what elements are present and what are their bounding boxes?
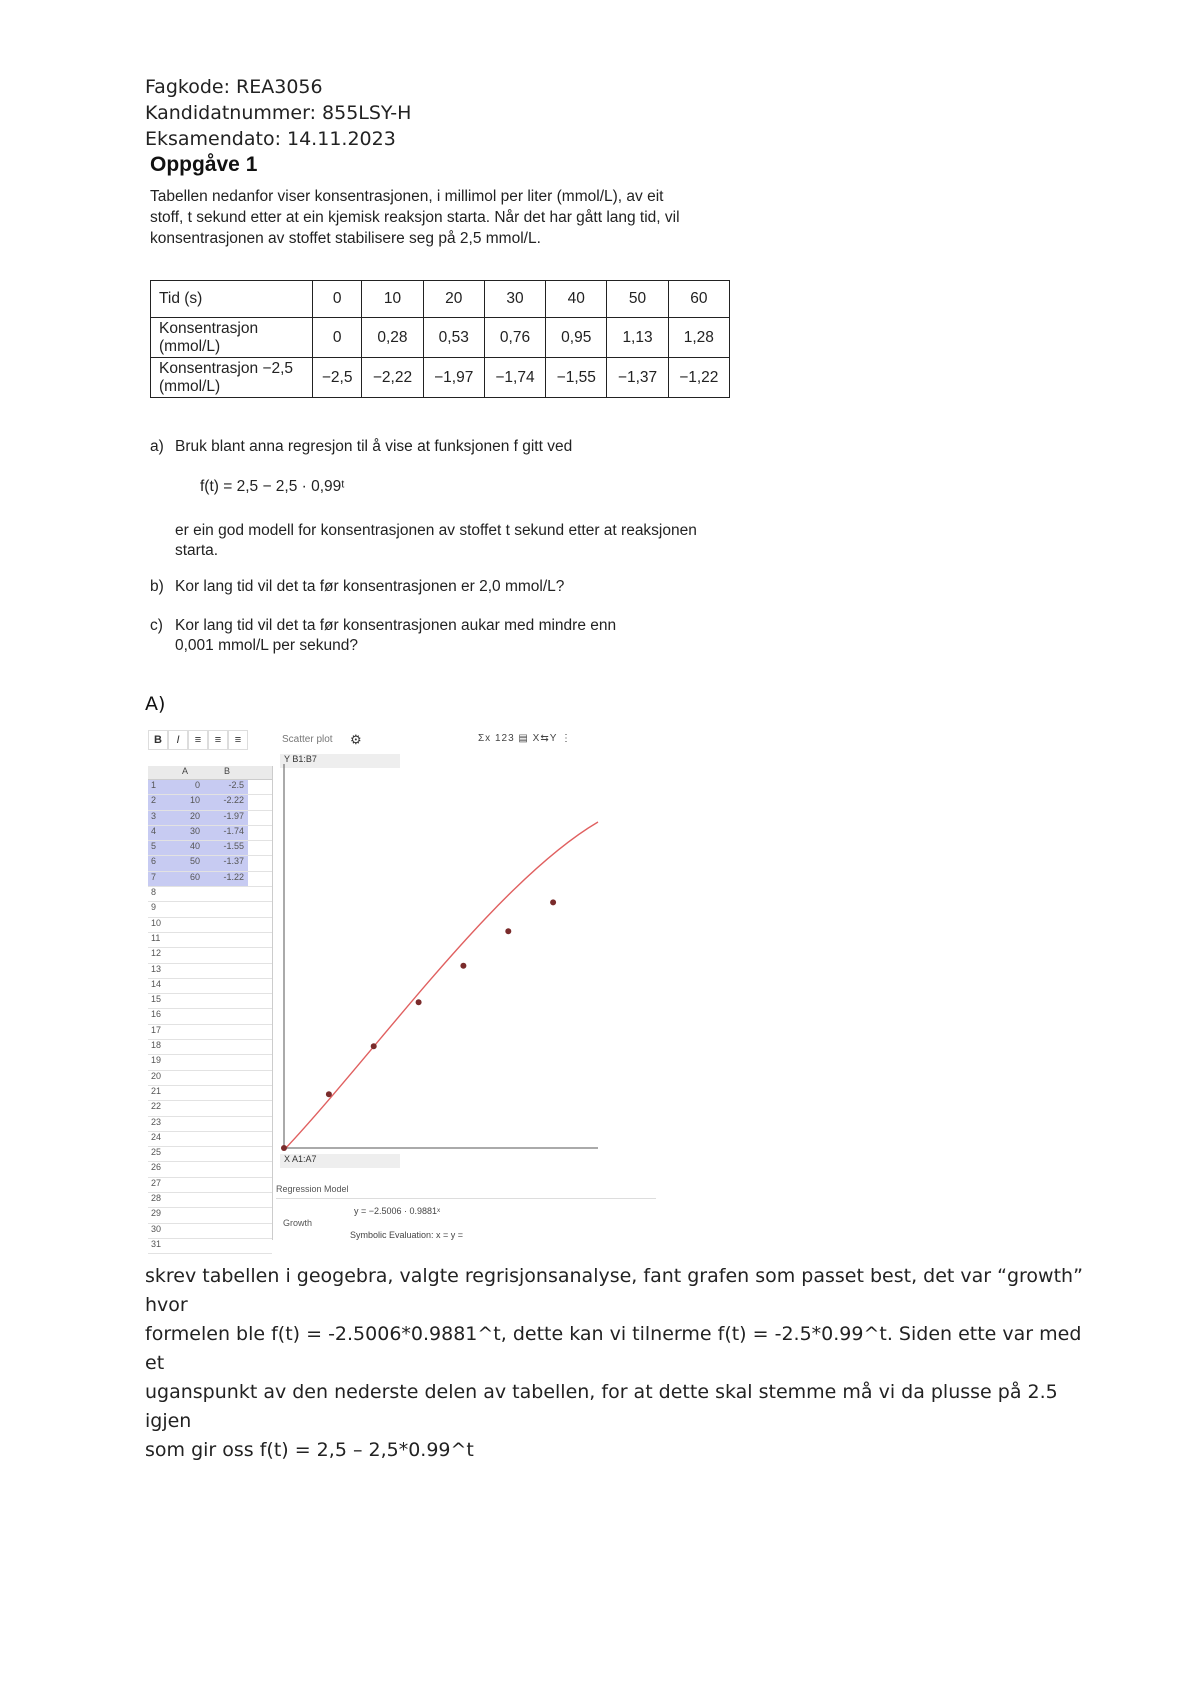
- table-row-concentration: [151, 318, 730, 358]
- row-number[interactable]: 3: [148, 811, 164, 825]
- data-point: [505, 928, 511, 934]
- row-number[interactable]: 14: [151, 978, 162, 989]
- intro-line-3: konsentrasjonen av stoffet stabilisere seg på 2,5 mmol/L.: [150, 230, 541, 247]
- cell-a[interactable]: [164, 979, 206, 993]
- column-header-b[interactable]: B: [223, 766, 230, 776]
- spreadsheet-row: [148, 918, 272, 933]
- row-number[interactable]: 26: [151, 1162, 162, 1173]
- cell-b[interactable]: -1.22: [206, 872, 248, 886]
- table-cell: −1,74: [484, 358, 545, 398]
- cell-b[interactable]: [206, 1208, 248, 1222]
- table-cell: 40: [546, 281, 607, 318]
- cell-b[interactable]: [206, 1162, 248, 1176]
- spreadsheet-row: [148, 933, 272, 948]
- data-point: [550, 899, 556, 905]
- cell-a[interactable]: [164, 1101, 206, 1115]
- regression-equation: y = −2.5006 · 0.9881ˣ: [354, 1206, 441, 1216]
- row-number[interactable]: 7: [148, 872, 164, 886]
- row-number[interactable]: 23: [151, 1116, 162, 1127]
- row-number[interactable]: 9: [151, 902, 157, 913]
- cell-b[interactable]: -1.37: [206, 856, 248, 870]
- table-cell: −1,22: [668, 358, 729, 398]
- cell-a[interactable]: [164, 1178, 206, 1192]
- table-row-concentration-shifted: [151, 358, 730, 398]
- cell-b[interactable]: -1.74: [206, 826, 248, 840]
- table-cell: 60: [668, 281, 729, 318]
- row-number[interactable]: 28: [151, 1193, 162, 1204]
- row-number[interactable]: 30: [151, 1223, 162, 1234]
- question-text: starta.: [175, 542, 219, 559]
- cell-b[interactable]: [206, 964, 248, 978]
- spreadsheet-row: [148, 1117, 272, 1132]
- panel-divider: [272, 766, 273, 1240]
- cell-a[interactable]: [164, 1193, 206, 1207]
- spreadsheet-row: [148, 1162, 272, 1177]
- cell-b[interactable]: -2.5: [206, 780, 248, 794]
- question-text: Kor lang tid vil det ta før konsentrasjonen er 2,0 mmol/L?: [175, 578, 565, 595]
- geogebra-screenshot: [148, 730, 658, 1250]
- regression-title: Regression Model: [276, 1184, 349, 1194]
- cell-b[interactable]: [206, 1224, 248, 1238]
- spreadsheet-row: [148, 1025, 272, 1040]
- spreadsheet-row: [148, 826, 272, 841]
- cell-a[interactable]: [164, 918, 206, 932]
- concentration-table: [150, 280, 730, 398]
- cell-a[interactable]: [164, 1117, 206, 1131]
- row-number[interactable]: 8: [151, 887, 157, 898]
- spreadsheet-row: [148, 902, 272, 917]
- spreadsheet-row: [148, 1193, 272, 1208]
- cell-b[interactable]: [206, 918, 248, 932]
- question-text: 0,001 mmol/L per sekund?: [175, 637, 358, 654]
- cell-a[interactable]: 0: [164, 780, 206, 794]
- cell-a[interactable]: [164, 1239, 206, 1253]
- align-left-button[interactable]: ≡: [188, 730, 208, 750]
- table-cell: 10: [362, 281, 423, 318]
- candidate-number: Kandidatnummer: 855LSY-H: [145, 102, 412, 124]
- row-number[interactable]: 5: [148, 841, 164, 855]
- cell-b[interactable]: [206, 1101, 248, 1115]
- cell-a[interactable]: [164, 1025, 206, 1039]
- row-header: [151, 358, 313, 398]
- row-header-line: Konsentrasjon: [159, 319, 259, 337]
- spreadsheet-row: [148, 1208, 272, 1223]
- row-number[interactable]: 6: [148, 856, 164, 870]
- row-header: Tid (s): [151, 281, 313, 318]
- row-number[interactable]: 2: [148, 795, 164, 809]
- data-point: [281, 1145, 287, 1151]
- row-number[interactable]: 19: [151, 1055, 162, 1066]
- cell-a[interactable]: [164, 964, 206, 978]
- cell-b[interactable]: [206, 1239, 248, 1253]
- row-number[interactable]: 31: [151, 1238, 162, 1249]
- row-number[interactable]: 18: [151, 1040, 162, 1051]
- format-toolbar: [148, 730, 268, 750]
- spreadsheet-row: [148, 1101, 272, 1116]
- cell-a[interactable]: [164, 1009, 206, 1023]
- row-header-line: (mmol/L): [159, 377, 221, 395]
- cell-a[interactable]: [164, 948, 206, 962]
- answer-line: som gir oss f(t) = 2,5 – 2,5*0.99^t: [145, 1439, 474, 1461]
- spreadsheet-row: [148, 1009, 272, 1024]
- column-header-a[interactable]: A: [181, 766, 188, 776]
- cell-a[interactable]: [164, 1055, 206, 1069]
- bold-button[interactable]: B: [148, 730, 168, 750]
- spreadsheet: [148, 766, 272, 1254]
- course-code: Fagkode: REA3056: [145, 76, 323, 98]
- row-number[interactable]: 21: [151, 1085, 162, 1096]
- symbolic-evaluation: Symbolic Evaluation: x = y =: [350, 1230, 464, 1240]
- cell-a[interactable]: [164, 902, 206, 916]
- spreadsheet-row: [148, 994, 272, 1009]
- cell-a[interactable]: 20: [164, 811, 206, 825]
- row-header-line: Konsentrasjon −2,5: [159, 359, 293, 377]
- table-cell: −1,37: [607, 358, 668, 398]
- spreadsheet-row: [148, 1071, 272, 1086]
- row-number[interactable]: 20: [151, 1070, 162, 1081]
- plot-header: [278, 730, 658, 750]
- row-number[interactable]: 22: [151, 1101, 162, 1112]
- spreadsheet-row: [148, 1086, 272, 1101]
- spreadsheet-rows: [148, 780, 272, 1254]
- row-number[interactable]: 11: [151, 932, 161, 943]
- row-number[interactable]: 16: [151, 1009, 162, 1020]
- row-header: [151, 318, 313, 358]
- italic-button[interactable]: I: [168, 730, 188, 750]
- cell-a[interactable]: [164, 1086, 206, 1100]
- cell-a[interactable]: [164, 1162, 206, 1176]
- table-cell: −2,22: [362, 358, 423, 398]
- question-b: [150, 577, 735, 597]
- divider: [276, 1198, 656, 1199]
- cell-b[interactable]: [206, 1193, 248, 1207]
- align-center-button[interactable]: ≡: [208, 730, 228, 750]
- spreadsheet-row: [148, 887, 272, 902]
- spreadsheet-row: [148, 1132, 272, 1147]
- cell-a[interactable]: 30: [164, 826, 206, 840]
- row-number[interactable]: 1: [148, 780, 164, 794]
- row-number[interactable]: 27: [151, 1177, 162, 1188]
- data-points: [281, 899, 556, 1151]
- cell-b[interactable]: [206, 1086, 248, 1100]
- cell-b[interactable]: -1.97: [206, 811, 248, 825]
- table-cell: 0,53: [423, 318, 484, 358]
- task-title: Oppgåve 1: [150, 153, 258, 176]
- table-cell: 50: [607, 281, 668, 318]
- cell-b[interactable]: [206, 1132, 248, 1146]
- row-number[interactable]: 13: [151, 963, 162, 974]
- row-number[interactable]: 24: [151, 1131, 162, 1142]
- cell-b[interactable]: [206, 948, 248, 962]
- y-source-field[interactable]: Y B1:B7: [280, 754, 400, 768]
- cell-b[interactable]: [206, 979, 248, 993]
- plot-tools[interactable]: Σx 123 ▤ X⇆Y ⋮: [478, 733, 572, 744]
- row-number[interactable]: 4: [148, 826, 164, 840]
- data-point: [371, 1043, 377, 1049]
- cell-a[interactable]: [164, 933, 206, 947]
- x-source-field[interactable]: X A1:A7: [280, 1154, 400, 1168]
- cell-b[interactable]: -1.55: [206, 841, 248, 855]
- spreadsheet-row: [148, 948, 272, 963]
- question-text: er ein god modell for konsentrasjonen av stoffet t sekund etter at reaksjonen: [175, 522, 697, 539]
- data-point: [460, 963, 466, 969]
- cell-a[interactable]: 10: [164, 795, 206, 809]
- cell-b[interactable]: [206, 1055, 248, 1069]
- spreadsheet-row: [148, 872, 272, 887]
- cell-b[interactable]: [206, 1025, 248, 1039]
- row-number[interactable]: 17: [151, 1024, 162, 1035]
- table-cell: 0,76: [484, 318, 545, 358]
- cell-a[interactable]: [164, 887, 206, 901]
- cell-b[interactable]: [206, 994, 248, 1008]
- cell-b[interactable]: [206, 933, 248, 947]
- spreadsheet-row: [148, 780, 272, 795]
- question-label: c): [150, 617, 163, 634]
- cell-a[interactable]: [164, 1224, 206, 1238]
- regression-curve: [284, 822, 598, 1150]
- align-right-button[interactable]: ≡: [228, 730, 248, 750]
- cell-a[interactable]: [164, 1040, 206, 1054]
- spreadsheet-row: [148, 856, 272, 871]
- cell-a[interactable]: 50: [164, 856, 206, 870]
- formula: f(t) = 2,5 − 2,5 · 0,99ᵗ: [200, 478, 345, 495]
- cell-b[interactable]: [206, 1147, 248, 1161]
- cell-a[interactable]: [164, 994, 206, 1008]
- table-row-time: [151, 281, 730, 318]
- question-a-cont: [175, 521, 755, 561]
- row-number[interactable]: 29: [151, 1208, 162, 1219]
- answer-line: uganspunkt av den nederste delen av tabellen, for at dette skal stemme må vi da plusse på 2.5 igjen: [145, 1381, 1058, 1432]
- data-point: [416, 999, 422, 1005]
- model-select[interactable]: Growth: [283, 1218, 313, 1228]
- cell-a[interactable]: [164, 1132, 206, 1146]
- table-cell: 1,13: [607, 318, 668, 358]
- spreadsheet-row: [148, 979, 272, 994]
- spreadsheet-row: [148, 1040, 272, 1055]
- spreadsheet-row: [148, 1239, 272, 1254]
- question-label: a): [150, 438, 164, 455]
- cell-a[interactable]: [164, 1147, 206, 1161]
- cell-a[interactable]: 60: [164, 872, 206, 886]
- row-header-line: (mmol/L): [159, 337, 221, 355]
- cell-a[interactable]: [164, 1208, 206, 1222]
- cell-a[interactable]: 40: [164, 841, 206, 855]
- cell-b[interactable]: [206, 1117, 248, 1131]
- table-cell: 0,28: [362, 318, 423, 358]
- table-cell: −1,97: [423, 358, 484, 398]
- gear-icon[interactable]: ⚙: [350, 732, 362, 747]
- table-cell: −2,5: [313, 358, 362, 398]
- answer-label: A): [145, 693, 166, 715]
- table-cell: 0: [313, 318, 362, 358]
- spreadsheet-row: [148, 1147, 272, 1162]
- answer-line: skrev tabellen i geogebra, valgte regrisjonsanalyse, fant grafen som passet best, det var “growth” hvor: [145, 1265, 1083, 1316]
- table-cell: 1,28: [668, 318, 729, 358]
- row-number[interactable]: 15: [151, 994, 162, 1005]
- question-c: [150, 616, 735, 656]
- question-text: Kor lang tid vil det ta før konsentrasjonen aukar med mindre enn: [175, 617, 617, 634]
- cell-b[interactable]: [206, 1009, 248, 1023]
- scatter-plot: [276, 762, 601, 1154]
- answer-paragraph: [145, 1262, 1105, 1465]
- table-cell: −1,55: [546, 358, 607, 398]
- spreadsheet-row: [148, 795, 272, 810]
- table-cell: 0: [313, 281, 362, 318]
- intro-line-2: stoff, t sekund etter at ein kjemisk reaksjon starta. Når det har gått lang tid, vil: [150, 209, 680, 226]
- spreadsheet-row: [148, 811, 272, 826]
- spreadsheet-header: [148, 766, 272, 780]
- spreadsheet-row: [148, 1178, 272, 1193]
- intro-line-1: Tabellen nedanfor viser konsentrasjonen, i millimol per liter (mmol/L), av eit: [150, 188, 664, 205]
- row-number[interactable]: 12: [151, 948, 162, 959]
- data-point: [326, 1091, 332, 1097]
- answer-line: formelen ble f(t) = -2.5006*0.9881^t, dette kan vi tilnerme f(t) = -2.5*0.99^t. Siden ette var med et: [145, 1323, 1082, 1374]
- cell-a[interactable]: [164, 1071, 206, 1085]
- spreadsheet-row: [148, 1055, 272, 1070]
- cell-b[interactable]: [206, 902, 248, 916]
- exam-date: Eksamendato: 14.11.2023: [145, 128, 396, 150]
- plot-title: Scatter plot: [282, 734, 333, 745]
- table-cell: 30: [484, 281, 545, 318]
- cell-b[interactable]: [206, 887, 248, 901]
- spreadsheet-row: [148, 964, 272, 979]
- question-text: Bruk blant anna regresjon til å vise at funksjonen f gitt ved: [175, 438, 573, 455]
- question-a: [150, 437, 735, 457]
- cell-b[interactable]: [206, 1040, 248, 1054]
- question-label: b): [150, 578, 164, 595]
- table-cell: 0,95: [546, 318, 607, 358]
- corner-cell: [148, 766, 164, 779]
- cell-b[interactable]: -2.22: [206, 795, 248, 809]
- row-number[interactable]: 25: [151, 1147, 162, 1158]
- table-cell: 20: [423, 281, 484, 318]
- cell-b[interactable]: [206, 1178, 248, 1192]
- spreadsheet-row: [148, 1224, 272, 1239]
- row-number[interactable]: 10: [151, 917, 162, 928]
- spreadsheet-row: [148, 841, 272, 856]
- cell-b[interactable]: [206, 1071, 248, 1085]
